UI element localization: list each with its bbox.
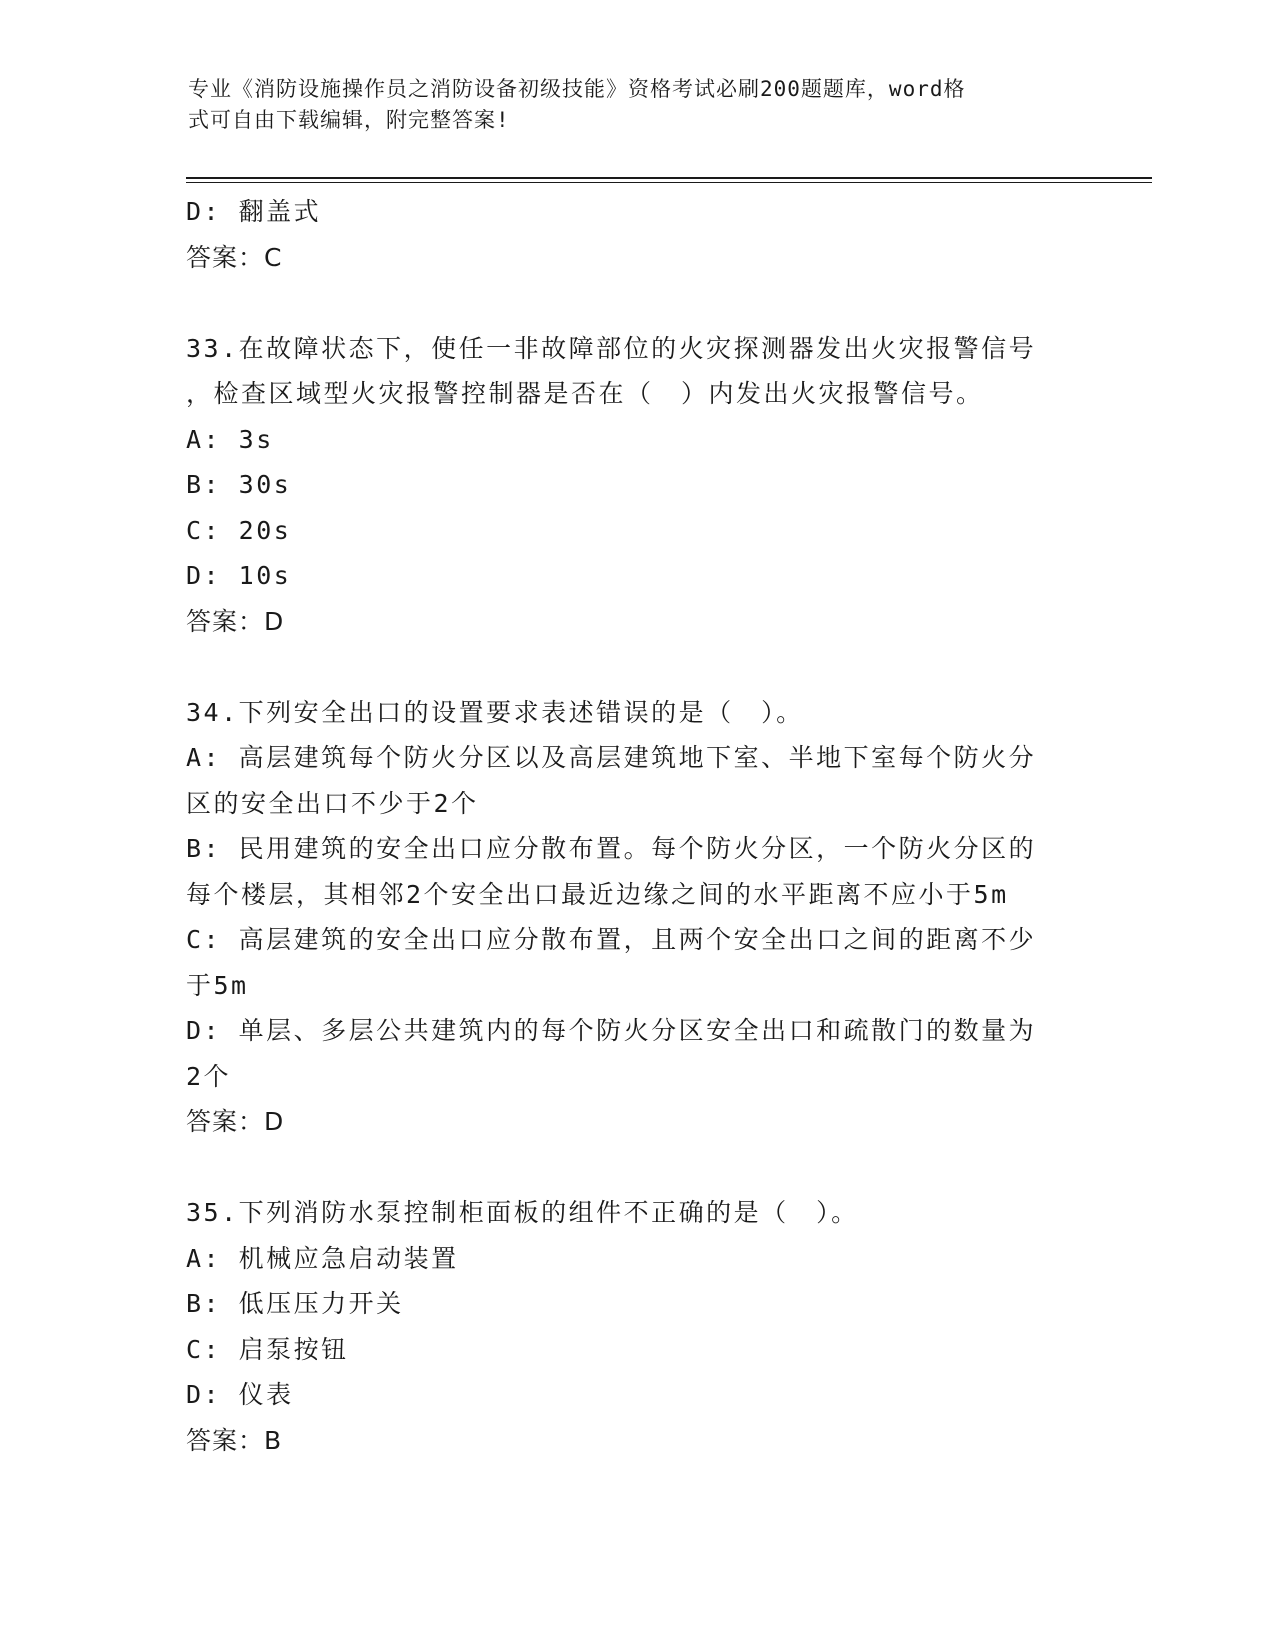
option-d: D: 单层、多层公共建筑内的每个防火分区安全出口和疏散门的数量为 — [186, 1016, 1037, 1045]
option-b: B: 低压压力开关 — [186, 1289, 404, 1318]
option-d: D: 10s — [186, 561, 292, 590]
option-d: D: 翻盖式 — [186, 197, 322, 226]
header-divider-thick — [186, 177, 1152, 179]
header-line-1: 专业《消防设施操作员之消防设备初级技能》资格考试必刷200题题库，word格 — [188, 77, 966, 101]
answer-label: 答案：B — [186, 1425, 283, 1455]
spacer — [186, 1145, 1086, 1191]
option-c: C: 高层建筑的安全出口应分散布置，且两个安全出口之间的距离不少 — [186, 925, 1037, 954]
question-list — [186, 189, 1086, 1463]
header-line-2: 式可自由下载编辑，附完整答案! — [188, 108, 510, 132]
answer-label: 答案：D — [186, 606, 285, 636]
option-b: B: 30s — [186, 470, 292, 499]
question-stem: 35.下列消防水泵控制柜面板的组件不正确的是（ ）。 — [186, 1198, 859, 1227]
option-a: A: 3s — [186, 424, 274, 454]
question-34 — [186, 690, 1086, 1145]
option-d-continued: 2个 — [186, 1061, 232, 1091]
question-stem-continued: ，检查区域型火灾报警控制器是否在（ ）内发出火灾报警信号。 — [186, 379, 984, 408]
option-a: A: 机械应急启动装置 — [186, 1243, 459, 1273]
spacer — [186, 644, 1086, 690]
option-a-continued: 区的安全出口不少于2个 — [186, 788, 479, 818]
option-d: D: 仪表 — [186, 1380, 294, 1409]
previous-question-tail — [186, 189, 1086, 280]
answer-label: 答案：C — [186, 242, 283, 272]
answer-label: 答案：D — [186, 1107, 285, 1136]
question-35 — [186, 1190, 1086, 1463]
page-header — [188, 74, 1068, 136]
option-b: B: 民用建筑的安全出口应分散布置。每个防火分区，一个防火分区的 — [186, 834, 1037, 863]
option-a: A: 高层建筑每个防火分区以及高层建筑地下室、半地下室每个防火分 — [186, 743, 1037, 772]
header-divider-thin — [186, 182, 1152, 183]
question-stem: 34.下列安全出口的设置要求表述错误的是（ ）。 — [186, 697, 804, 727]
question-33 — [186, 326, 1086, 645]
option-c: C: 20s — [186, 515, 292, 545]
option-c: C: 启泵按钮 — [186, 1334, 349, 1364]
option-c-continued: 于5m — [186, 970, 249, 1000]
spacer — [186, 280, 1086, 326]
option-b-continued: 每个楼层，其相邻2个安全出口最近边缘之间的水平距离不应小于5m — [186, 879, 1009, 909]
question-stem: 33.在故障状态下，使任一非故障部位的火灾探测器发出火灾报警信号 — [186, 333, 1037, 363]
